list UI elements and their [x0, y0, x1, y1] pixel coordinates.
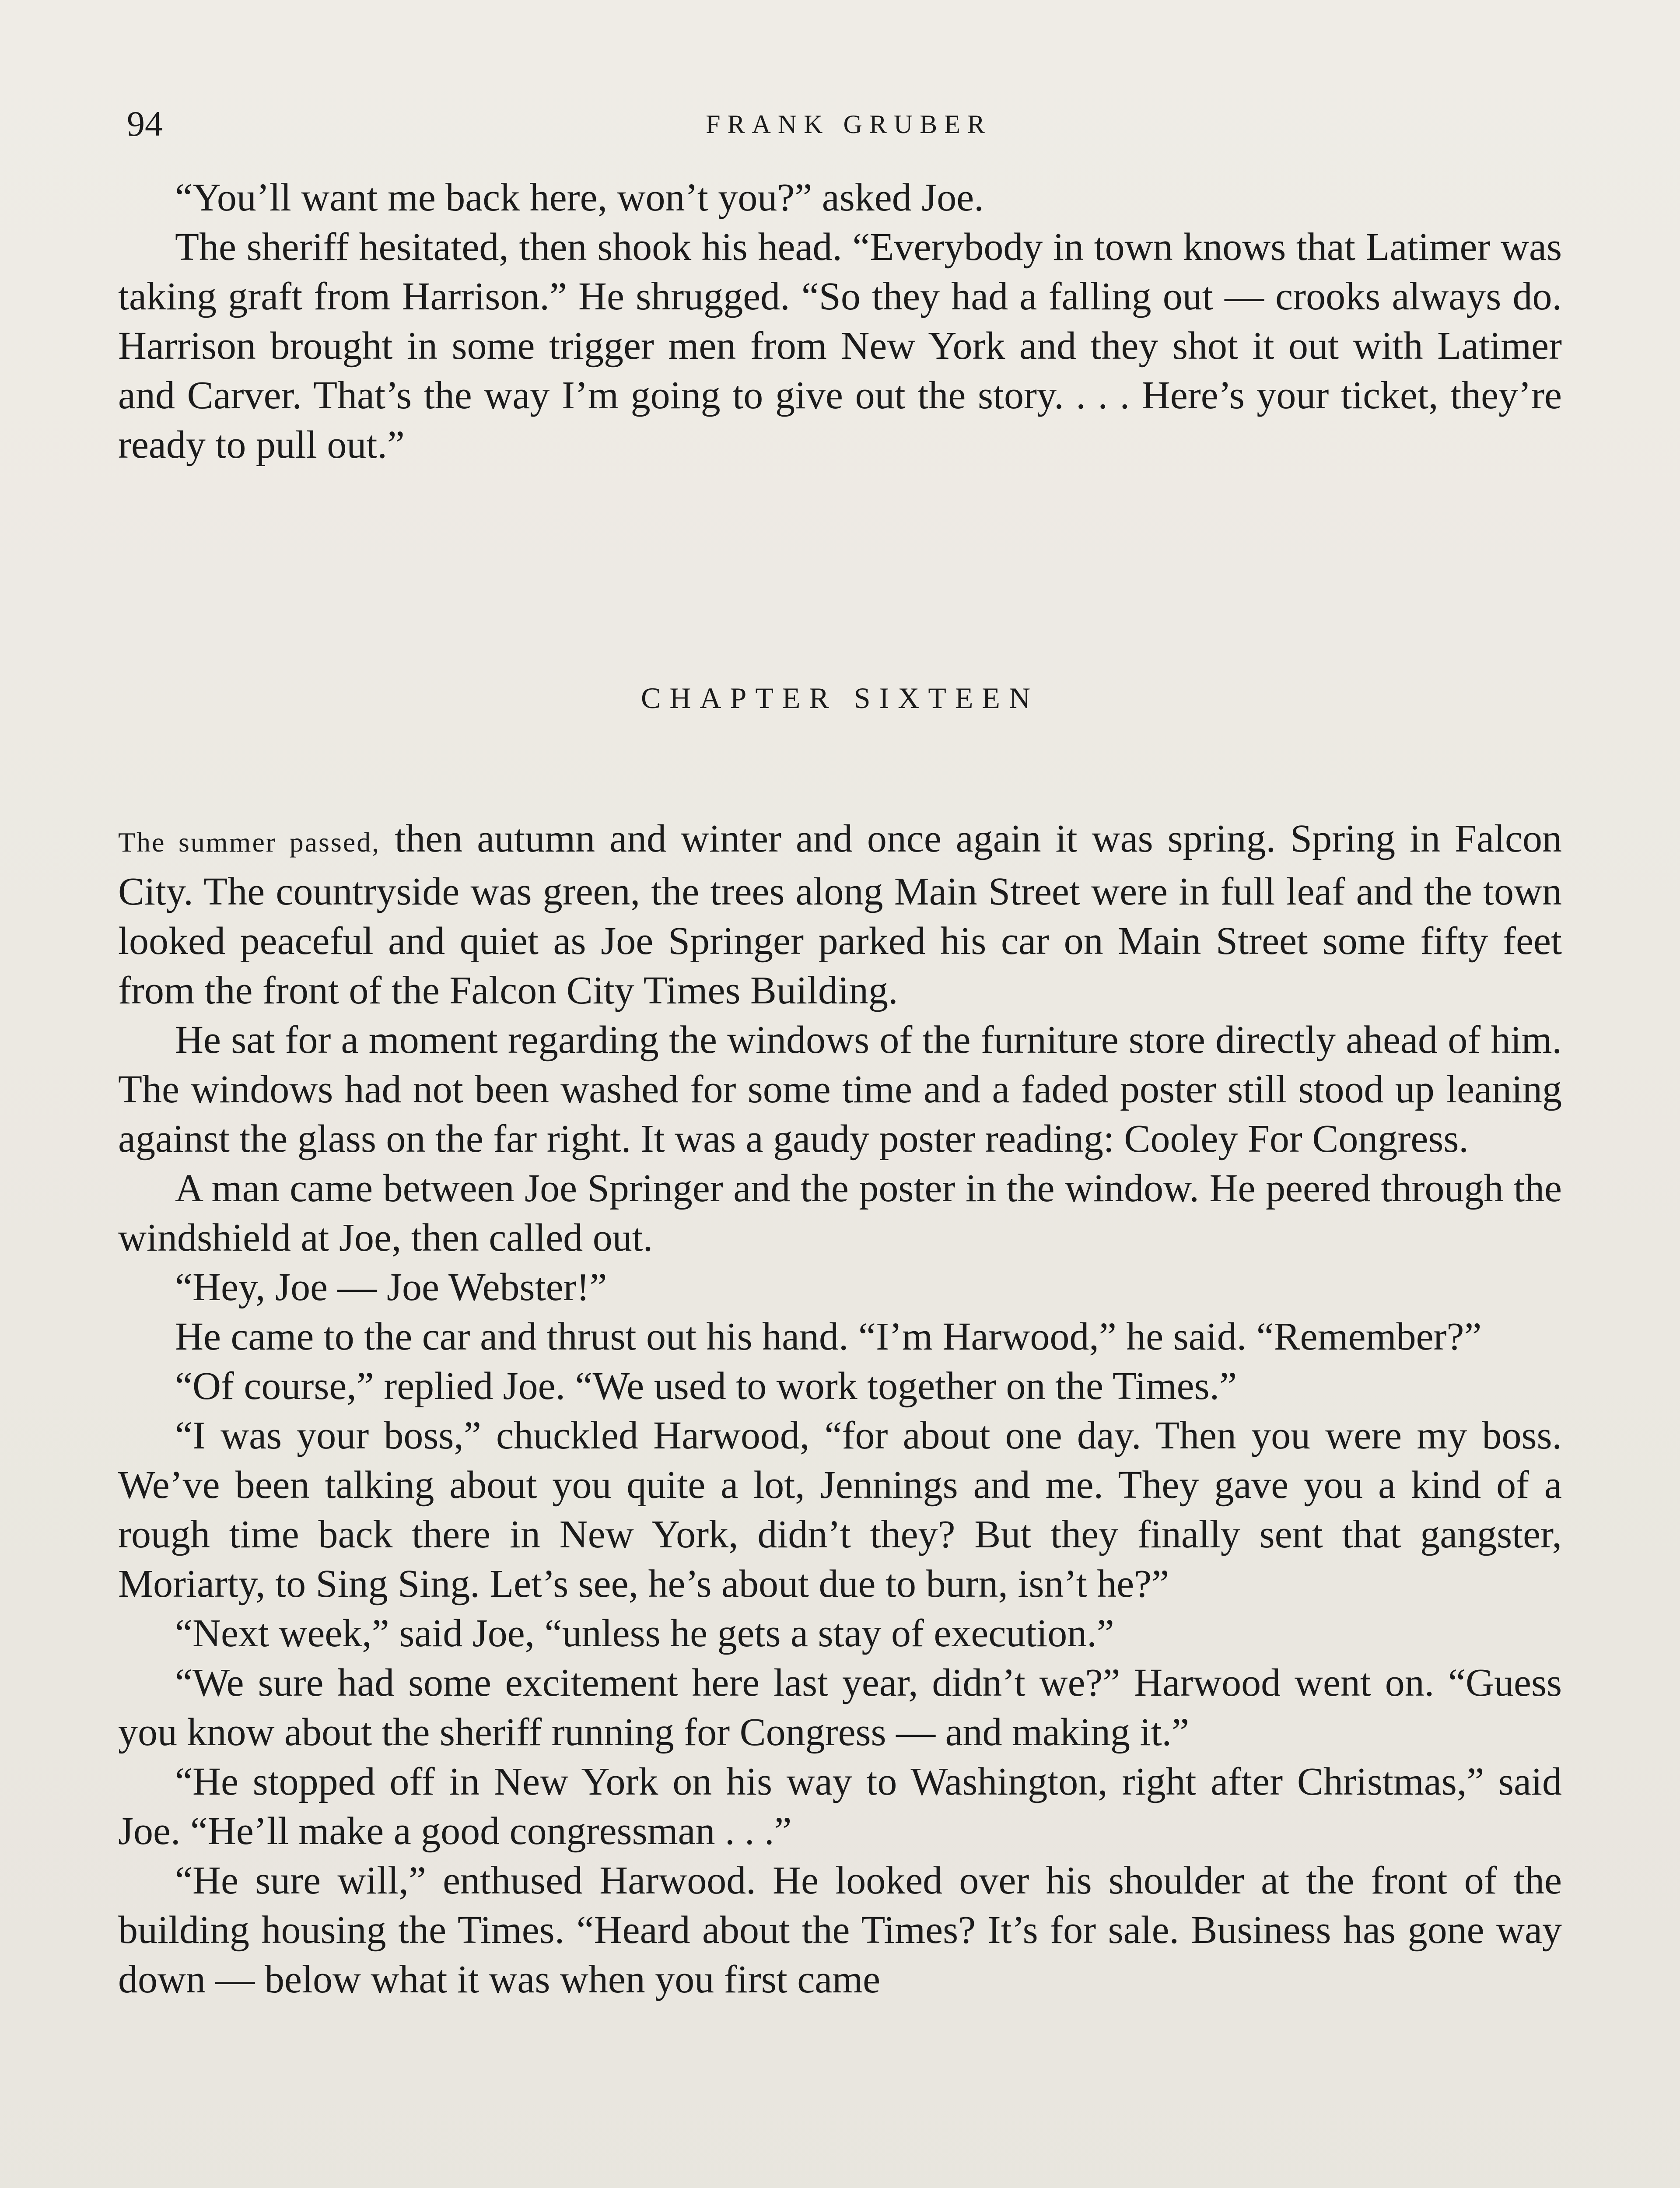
paragraph: He sat for a moment regarding the windows of the furniture store directly ahead of him. The windows had not been washed for some time and a faded poster still stood up leaning against the glass on the far right. It was a gaudy poster reading: Cooley For Congress. [118, 1018, 1562, 1161]
top-text-block [118, 173, 1562, 470]
paragraph: “Next week,” said Joe, “unless he gets a stay of execution.” [175, 1612, 1114, 1655]
page-number: 94 [127, 104, 163, 144]
paragraph: A man came between Joe Springer and the poster in the window. He peered through the windshield at Joe, then called out. [118, 1167, 1562, 1259]
paragraph: “Hey, Joe — Joe Webster!” [175, 1266, 607, 1309]
paragraph: “He sure will,” enthused Harwood. He looked over his shoulder at the front of the building housing the Times. “Heard about the Times? It’s for sale. Business has gone way down — below what it was when you first came [118, 1859, 1562, 2001]
paragraph: “Of course,” replied Joe. “We used to work together on the Times.” [175, 1364, 1237, 1408]
running-head [127, 98, 1571, 151]
paragraph: “We sure had some excitement here last year, didn’t we?” Harwood went on. “Guess you know about the sheriff running for Congress — and making it.” [118, 1661, 1562, 1754]
paragraph: “He stopped off in New York on his way to Washington, right after Christmas,” said Joe. “He’ll make a good congressman . . .” [118, 1760, 1562, 1853]
paragraph: “You’ll want me back here, won’t you?” asked Joe. [175, 176, 984, 219]
opening-text: then autumn and winter and once again it was spring. Spring in Falcon City. The countryside was green, the trees along Main Street were in full leaf and the town looked peaceful and quiet as Joe Springer parked his car on Main Street some fifty feet from the front of the Falcon City Times Building. [118, 817, 1562, 1012]
opening-smallcaps: The summer passed, [118, 827, 381, 858]
chapter-heading: CHAPTER SIXTEEN [640, 681, 1040, 715]
opening-paragraph [118, 814, 1562, 1015]
paragraph: “I was your boss,” chuckled Harwood, “for about one day. Then you were my boss. We’ve been talking about you quite a lot, Jennings and me. They gave you a kind of a rough time back there in New York, didn’t they? But they finally sent that gangster, Moriarty, to Sing Sing. Let’s see, he’s about due to burn, isn’t he?” [118, 1414, 1562, 1606]
paragraph: The sheriff hesitated, then shook his head. “Everybody in town knows that Latimer was taking graft from Harrison.” He shrugged. “So they had a falling out — crooks always do. Harrison brought in some trigger men from New York and they shot it out with Latimer and Carver. That’s the way I’m going to give out the story. . . . Here’s your ticket, they’re ready to pull out.” [118, 225, 1562, 466]
paragraph: He came to the car and thrust out his hand. “I’m Harwood,” he said. “Remember?” [175, 1315, 1482, 1358]
chapter-text-block [118, 814, 1562, 2004]
running-title: FRANK GRUBER [706, 110, 992, 139]
